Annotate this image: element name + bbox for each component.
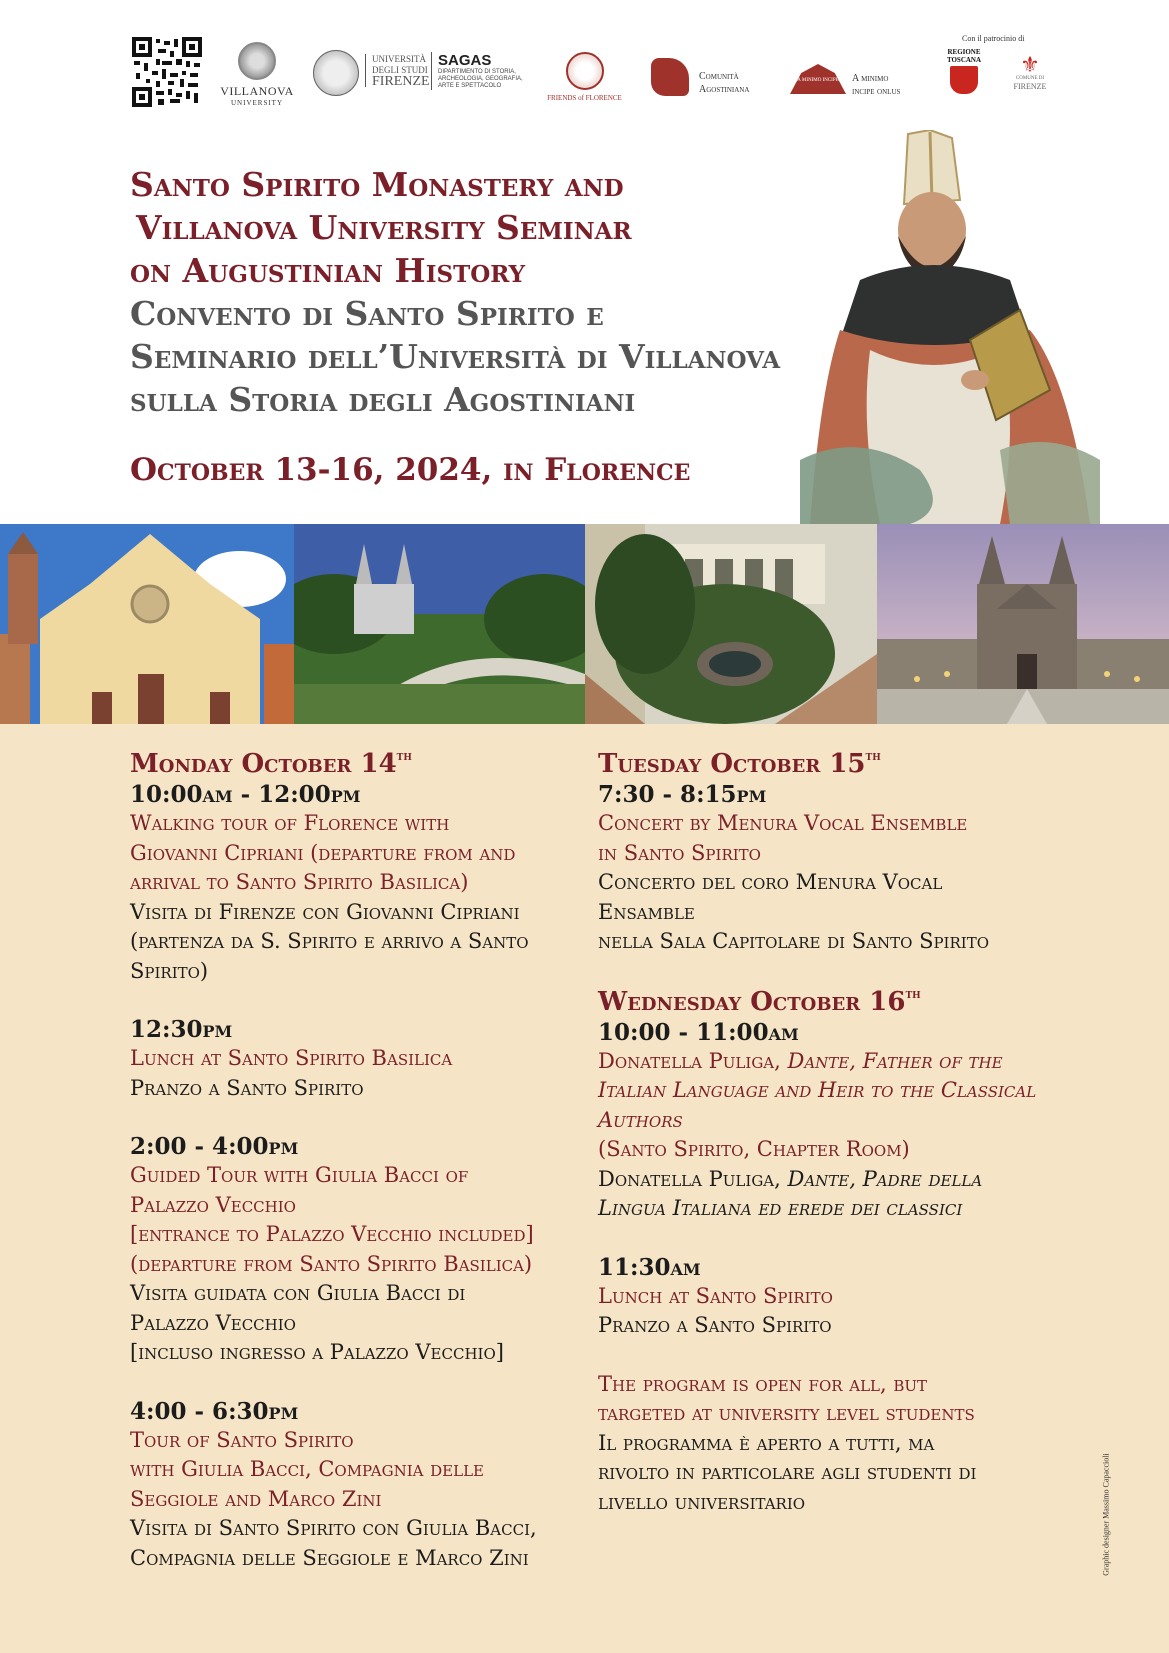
monday-sup: th — [396, 749, 412, 764]
wednesday-sup: th — [905, 986, 921, 1002]
title-it-line3: sulla Storia degli Agostiniani — [130, 380, 636, 419]
wednesday-day: Wednesday October 16 — [598, 986, 906, 1017]
tuesday-s1-it1: Concerto del coro Menura Vocal — [598, 870, 943, 894]
sagas-sub: DIPARTIMENTO DI STORIA, ARCHEOLOGIA, GEOGRAFIA, ARTE E SPETTACOLO — [438, 69, 523, 89]
comune-name: FIRENZE — [1013, 82, 1047, 91]
florence-lily-icon: ⚜ — [1020, 52, 1040, 77]
monday-s4-it1: Visita di Santo Spirito con Giulia Bacci, — [130, 1516, 537, 1540]
monday-s4-en2: with Giulia Bacci, Compagnia delle — [130, 1457, 484, 1481]
title-en-line3: on Augustinian History — [130, 251, 526, 290]
title-en-line2: Villanova University Seminar — [136, 208, 632, 247]
wednesday-s2-it: Pranzo a Santo Spirito — [598, 1313, 832, 1337]
wednesday-s2-time: 11:30am — [598, 1253, 701, 1281]
monday-s3-en4: (departure from Santo Spirito Basilica) — [130, 1251, 533, 1276]
saint-augustine-illustration — [800, 130, 1100, 524]
regione-line1: REGIONE — [947, 48, 981, 56]
wednesday-s1-en-line1 — [598, 1047, 1048, 1077]
regione-line2: TOSCANA — [946, 56, 982, 64]
wednesday-s1-it-title2: Lingua Italiana ed erede dei classici — [598, 1196, 963, 1220]
monday-s1-en2: Giovanni Cipriani (departure from and — [130, 840, 516, 865]
a-minimo-badge: A MINIMO INCIPE — [797, 78, 839, 83]
note-it3: livello universitario — [598, 1489, 806, 1514]
aminimo-line1: A minimo — [852, 73, 889, 84]
title-block — [130, 163, 850, 421]
villanova-name: VILLANOVA — [220, 84, 294, 98]
monday-s3-en3: [entrance to Palazzo Vecchio included] — [130, 1222, 534, 1246]
monday-s4-it2: Compagnia delle Seggiole e Marco Zini — [130, 1545, 529, 1570]
tuesday-s1-it2: Ensamble — [598, 899, 695, 924]
wednesday-s1-en-name: Donatella Puliga, — [598, 1048, 788, 1073]
qr-code-icon[interactable] — [132, 37, 202, 107]
photo-villanova-church-dusk[interactable] — [877, 524, 1169, 724]
photo-cloister-courtyard[interactable] — [585, 524, 877, 724]
comune-small: COMUNE DI — [1015, 76, 1045, 81]
monday-s2-time: 12:30pm — [130, 1016, 233, 1043]
wednesday-s1-it-line1 — [598, 1165, 1048, 1195]
wednesday-s1-en-title3: Authors — [598, 1107, 683, 1132]
program-column-right — [598, 748, 1048, 1517]
title-it-line2: Seminario dell’Università di Villanova — [130, 337, 781, 376]
photo-strip — [0, 524, 1169, 724]
unifi-sagas-logo — [313, 50, 528, 100]
monday-s1-en3: arrival to Santo Spirito Basilica) — [130, 870, 469, 894]
tuesday-s1-en2: in Santo Spirito — [598, 840, 761, 865]
program-column-left — [130, 748, 580, 1573]
comunita-line2: Agostiniana — [699, 84, 750, 95]
unifi-line1: UNIVERSITÀ — [372, 54, 426, 64]
friends-emblem-icon — [566, 52, 604, 90]
unifi-text — [365, 54, 430, 87]
sagas-text — [431, 52, 528, 90]
monday-s2-en: Lunch at Santo Spirito Basilica — [130, 1046, 453, 1070]
tuesday-sup: th — [865, 749, 881, 764]
monday-s3-en2: Palazzo Vecchio — [130, 1192, 296, 1217]
monday-s3-en1: Guided Tour with Giulia Bacci of — [130, 1163, 469, 1187]
monday-s4-en3: Seggiole and Marco Zini — [130, 1486, 382, 1511]
monday-s2-it: Pranzo a Santo Spirito — [130, 1075, 364, 1100]
unifi-seal-icon — [313, 50, 359, 96]
villanova-seal-icon — [238, 42, 276, 80]
regione-toscana-logo — [946, 48, 982, 94]
monday-s3-it2: Palazzo Vecchio — [130, 1310, 296, 1335]
note-it1: Il programma è aperto a tutti, ma — [598, 1430, 935, 1455]
monday-s3-it3: [incluso ingresso a Palazzo Vecchio] — [130, 1340, 504, 1364]
comunita-emblem-icon — [651, 58, 689, 96]
wednesday-heading — [598, 986, 1048, 1018]
unifi-line3: FIRENZE — [372, 74, 430, 89]
friends-label: FRIENDS of FLORENCE — [547, 94, 622, 102]
unifi-line2: DEGLI STUDI — [372, 65, 428, 75]
friends-of-florence-logo — [542, 52, 627, 102]
patronage-label: Con il patrocinio di — [962, 34, 1025, 43]
tuesday-s1-time: 7:30 - 8:15pm — [598, 781, 767, 808]
tuesday-day: Tuesday October 15 — [598, 749, 866, 779]
monday-s4-en1: Tour of Santo Spirito — [130, 1427, 354, 1452]
title-it-line1: Convento di Santo Spirito e — [130, 294, 604, 333]
wednesday-s1-it-title1: Dante, Padre della — [787, 1166, 983, 1191]
wednesday-s2-en: Lunch at Santo Spirito — [598, 1283, 833, 1308]
tuesday-s1-it3: nella Sala Capitolare di Santo Spirito — [598, 929, 989, 953]
monday-day: Monday October 14 — [130, 749, 397, 779]
monday-s1-it3: Spirito) — [130, 958, 209, 983]
logo-row — [0, 0, 1169, 120]
monday-s3-it1: Visita guidata con Giulia Bacci di — [130, 1281, 466, 1305]
monday-s1-en1: Walking tour of Florence with — [130, 811, 450, 835]
monday-s4-time: 4:00 - 6:30pm — [130, 1397, 299, 1425]
tuesday-heading — [598, 748, 1048, 780]
title-en-line1: Santo Spirito Monastery and — [130, 165, 624, 204]
note-en2: targeted at university level students — [598, 1401, 975, 1425]
comune-firenze-logo — [1008, 54, 1052, 91]
villanova-logo — [218, 42, 296, 107]
monday-s1-it1: Visita di Firenze con Giovanni Cipriani — [130, 899, 520, 924]
wednesday-s1-en-title2: Italian Language and Heir to the Classical — [598, 1078, 1037, 1102]
wednesday-s1-en-place: (Santo Spirito, Chapter Room) — [598, 1137, 910, 1161]
regione-shield-icon — [950, 66, 978, 94]
wednesday-s1-time: 10:00 - 11:00am — [598, 1018, 799, 1046]
photo-villanova-church-bridge[interactable] — [294, 524, 585, 724]
designer-credit: Graphic designer Massimo Capaccioli — [1101, 1453, 1111, 1576]
wednesday-s1-it-name: Donatella Puliga, — [598, 1166, 788, 1191]
monday-heading — [130, 748, 580, 780]
monday-s1-it2: (partenza da S. Spirito e arrivo a Santo — [130, 929, 529, 953]
program-section — [0, 724, 1169, 1653]
villanova-sub: UNIVERSITY — [231, 99, 283, 107]
tuesday-s1-en1: Concert by Menura Vocal Ensemble — [598, 811, 968, 835]
note-it2: rivolto in particolare agli studenti di — [598, 1460, 977, 1484]
sagas-title: SAGAS — [438, 52, 492, 69]
wednesday-s1-en-title1: Dante, Father of the — [787, 1048, 1003, 1073]
note-en1: The program is open for all, but — [598, 1371, 928, 1396]
photo-santo-spirito-basilica[interactable] — [0, 524, 294, 724]
event-date: October 13-16, 2024, in Florence — [130, 452, 691, 488]
monday-s1-time: 10:00am - 12:00pm — [130, 781, 361, 808]
aminimo-line2: incipe onlus — [852, 86, 901, 97]
monday-s3-time: 2:00 - 4:00pm — [130, 1133, 299, 1160]
comunita-line1: Comunità — [699, 71, 739, 82]
